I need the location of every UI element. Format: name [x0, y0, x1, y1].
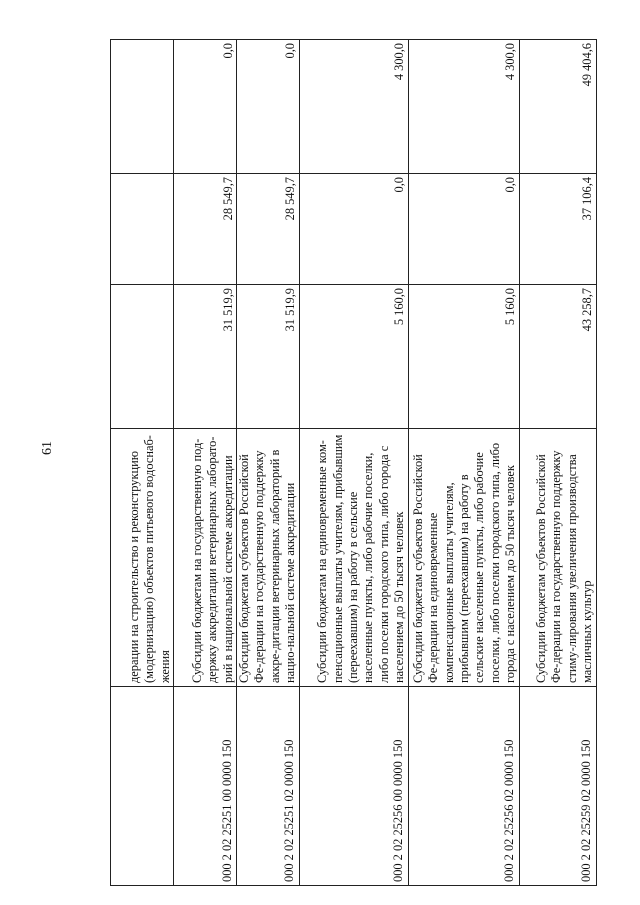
row-value-1: 43 258,7 [519, 285, 596, 429]
table-row [111, 40, 174, 886]
row-name: Субсидии бюджетам на единовременные ком-пенсационные выплаты учителям, прибывшим (переехавшим) на работу в сельские населенные пункты, либо рабочие поселки, либо поселки городского типа, либо города с населением до 50 тысяч человек [299, 429, 408, 687]
row-value-2: 28 549,7 [174, 174, 237, 285]
row-code: 000 2 02 25256 02 0000 150 [408, 687, 519, 886]
row-value-3: 4 300,0 [299, 40, 408, 174]
row-name: Субсидии бюджетам субъектов Российской Фе-дерации на государственную поддержку аккре-дитации ветеринарных лабораторий в нацио-нальной системе аккредитации [237, 429, 300, 687]
row-value-3: 49 404,6 [519, 40, 596, 174]
row-value-2: 0,0 [408, 174, 519, 285]
row-value-2: 37 106,4 [519, 174, 596, 285]
row-value-2 [111, 174, 174, 285]
row-value-3: 0,0 [174, 40, 237, 174]
rotated-table-frame [110, 40, 595, 886]
row-value-3: 0,0 [237, 40, 300, 174]
table-row [237, 40, 300, 886]
row-code: 000 2 02 25251 00 0000 150 [174, 687, 237, 886]
row-name: Субсидии бюджетам субъектов Российской Фе-дерации на государственную поддержку стиму-лирования увеличения производства масличных культур [519, 429, 596, 687]
row-value-2: 0,0 [299, 174, 408, 285]
row-value-1: 5 160,0 [299, 285, 408, 429]
row-value-1: 31 519,9 [174, 285, 237, 429]
row-value-1: 31 519,9 [237, 285, 300, 429]
row-value-1 [111, 285, 174, 429]
table-row [408, 40, 519, 886]
row-name: Субсидии бюджетам субъектов Российской Фе-дерации на единовременные компенсационные выплаты учителям, прибывшим (переехавшим) на работу в сельские населенные пункты, либо рабочие поселки, либо поселки городского типа, либо города с населением до 50 тысяч человек [408, 429, 519, 687]
row-value-2: 28 549,7 [237, 174, 300, 285]
row-value-1: 5 160,0 [408, 285, 519, 429]
row-code: 000 2 02 25259 02 0000 150 [519, 687, 596, 886]
row-value-3: 4 300,0 [408, 40, 519, 174]
row-name: дерации на строительство и реконструкцию (модернизацию) объектов питьевого водоснаб-жения [111, 429, 174, 687]
row-code: 000 2 02 25251 02 0000 150 [237, 687, 300, 886]
table-row [174, 40, 237, 886]
row-code [111, 687, 174, 886]
budget-table [110, 39, 597, 886]
table-row [519, 40, 596, 886]
row-name: Субсидии бюджетам на государственную под-держку аккредитации ветеринарных лаборато-рий в национальной системе аккредитации [174, 429, 237, 687]
row-value-3 [111, 40, 174, 174]
rotated-table-area [110, 40, 595, 886]
page-number: 61 [40, 441, 55, 455]
row-code: 000 2 02 25256 00 0000 150 [299, 687, 408, 886]
table-row [299, 40, 408, 886]
